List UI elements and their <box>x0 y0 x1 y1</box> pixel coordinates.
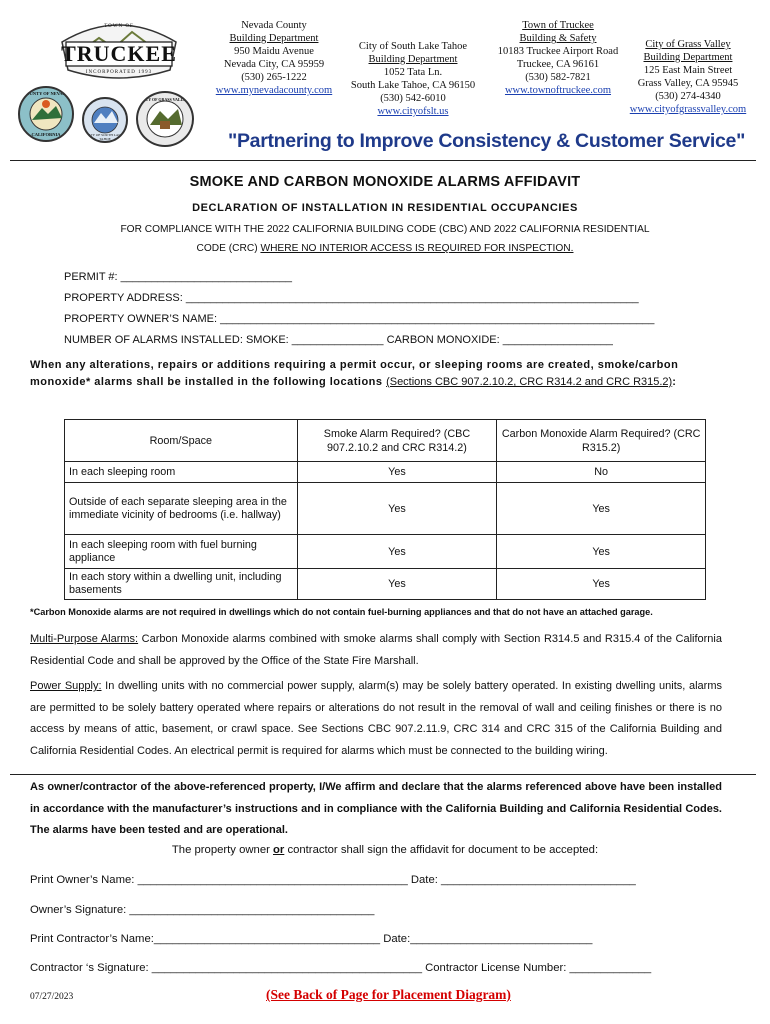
compliance-line-2-underlined: WHERE NO INTERIOR ACCESS IS REQUIRED FOR INSPECTION. <box>260 243 574 254</box>
requirement-text: When any alterations, repairs or additions requiring a permit occur, or sleeping rooms are created, smoke/carbon monoxide* alarms shall be installed in the following locations <box>30 359 679 388</box>
agency-grass-valley <box>628 38 748 116</box>
sign-instruction-after: contractor shall sign the affidavit for document to be accepted: <box>284 844 599 856</box>
table-header-room-space: Room/Space <box>65 420 298 462</box>
table-row <box>65 569 706 600</box>
table-header-co-alarm: Carbon Monoxide Alarm Required? (CRC R315.2) <box>497 420 706 462</box>
agency-department: Building Department <box>643 52 733 63</box>
room-space-cell: In each story within a dwelling unit, including basements <box>65 569 298 600</box>
agency-city: Grass Valley, CA 95945 <box>637 78 739 89</box>
sign-instruction-or: or <box>273 844 285 856</box>
sign-instruction-before: The property owner <box>171 844 273 856</box>
power-supply-paragraph <box>30 676 722 762</box>
smoke-required-cell: Yes <box>297 569 497 600</box>
affirmation-statement: As owner/contractor of the above-referenced property, I/We affirm and declare that the alarms referenced above have been installed in accordance with the manufacturer’s instructions and in compliance with the California Building and California Residential Codes. The alarms have been tested and are operational. <box>30 781 722 836</box>
grass-valley-seal <box>136 91 194 147</box>
co-required-cell: Yes <box>497 569 706 600</box>
room-space-cell: Outside of each separate sleeping area in the immediate vicinity of bedrooms (i.e. hallway) <box>65 483 298 535</box>
owner-signature-field[interactable]: Owner’s Signature: _______________________________________ <box>30 904 375 916</box>
agency-street: 950 Maidu Avenue <box>234 46 314 57</box>
agency-department: Building & Safety <box>519 33 597 44</box>
room-space-cell: In each sleeping room with fuel burning appliance <box>65 535 298 569</box>
agency-name: City of Grass Valley <box>645 39 731 50</box>
signature-instruction <box>0 844 770 856</box>
agency-phone: (530) 265-1222 <box>241 72 307 83</box>
affirmation-divider <box>10 774 756 775</box>
co-alarm-footnote: *Carbon Monoxide alarms are not required in dwellings which do not contain fuel-burning appliances and that do not have an attached garage. <box>30 607 653 617</box>
smoke-required-cell: Yes <box>297 535 497 569</box>
multi-purpose-text: Carbon Monoxide alarms combined with smoke alarms shall comply with Section R314.5 and R315.4 of the California Residential Code and shall be approved by the Office of the State Fire Marshall. <box>30 633 722 667</box>
owner-name-date-field[interactable]: Print Owner’s Name: ___________________________________________ Date: _______________________________ <box>30 874 636 886</box>
revision-date: 07/27/2023 <box>30 992 74 1002</box>
agency-street: 125 East Main Street <box>643 65 733 76</box>
truckee-logo-top-text: TOWN OF <box>104 24 134 29</box>
table-row <box>65 483 706 535</box>
agency-website-link[interactable]: www.mynevadacounty.com <box>215 85 333 96</box>
agency-phone: (530) 582-7821 <box>525 72 591 83</box>
nevada-county-seal-top-text: COUNTY OF NEVADA <box>22 91 70 96</box>
agency-street: 1052 Tata Ln. <box>383 67 443 78</box>
table-row <box>65 535 706 569</box>
code-sections-reference: (Sections CBC 907.2.10.2, CRC R314.2 and CRC R315.2) <box>386 376 673 388</box>
table-header-row <box>65 420 706 462</box>
co-required-cell: No <box>497 462 706 483</box>
agency-city: Truckee, CA 96161 <box>516 59 600 70</box>
compliance-line-2-prefix: CODE (CRC) <box>196 243 261 254</box>
multi-purpose-alarms-paragraph <box>30 629 722 672</box>
truckee-logo-word: TRUCKEE <box>61 41 177 66</box>
south-lake-tahoe-seal-text: CITY OF SOUTH LAKE TAHOE <box>86 133 124 141</box>
nevada-county-seal-bottom-text: CALIFORNIA <box>31 132 61 137</box>
permit-number-field[interactable]: PERMIT #: ____________________________ <box>64 271 292 283</box>
agency-website-link[interactable]: www.townoftruckee.com <box>504 85 612 96</box>
agency-city: South Lake Tahoe, CA 96150 <box>350 80 476 91</box>
contractor-signature-license-field[interactable]: Contractor ‘s Signature: ___________________________________________ Contractor License Number: _____________ <box>30 962 652 974</box>
back-page-notice: (See Back of Page for Placement Diagram) <box>266 987 511 1002</box>
header-divider <box>10 160 756 161</box>
agency-name: Town of Truckee <box>522 20 594 31</box>
property-owner-name-field[interactable]: PROPERTY OWNER’S NAME: _______________________________________________________________________ <box>64 313 655 325</box>
alarm-location-table <box>64 419 706 600</box>
contractor-name-date-field[interactable]: Print Contractor’s Name:____________________________________ Date:_____________________________ <box>30 933 593 945</box>
agency-nevada-county <box>208 19 340 97</box>
south-lake-tahoe-seal <box>82 97 128 143</box>
agency-name: Nevada County <box>241 20 307 31</box>
page-subtitle: DECLARATION OF INSTALLATION IN RESIDENTIAL OCCUPANCIES <box>192 202 578 214</box>
agency-street: 10183 Truckee Airport Road <box>497 46 619 57</box>
agency-truckee <box>488 19 628 97</box>
grass-valley-seal-text: CITY OF GRASS VALLEY <box>141 97 189 102</box>
co-required-cell: Yes <box>497 483 706 535</box>
compliance-line-2 <box>100 239 670 258</box>
agency-name: City of South Lake Tahoe <box>358 41 468 52</box>
agency-department: Building Department <box>368 54 458 65</box>
page-title: SMOKE AND CARBON MONOXIDE ALARMS AFFIDAVIT <box>189 174 581 190</box>
truckee-logo <box>44 12 194 82</box>
multi-purpose-heading: Multi-Purpose Alarms: <box>30 633 139 645</box>
agency-website-link[interactable]: www.cityofslt.us <box>377 106 449 117</box>
power-supply-text: In dwelling units with no commercial power supply, alarm(s) may be solely battery operated. In existing dwelling units, alarms are permitted to be solely battery operated where repairs or alterations do not result in the removal of wall and ceiling finishes or there is no access by means of attic, basement, or crawl space. See Sections CBC 907.2.11.9, CRC 314 and CRC 315 of the California Building and California Residential Codes. An electrical permit is required for alarms which must be connected to the building wiring. <box>30 680 722 757</box>
agency-phone: (530) 542-6010 <box>380 93 446 104</box>
room-space-cell: In each sleeping room <box>65 462 298 483</box>
smoke-required-cell: Yes <box>297 483 497 535</box>
compliance-line-1: FOR COMPLIANCE WITH THE 2022 CALIFORNIA BUILDING CODE (CBC) AND 2022 CALIFORNIA RESIDENTIAL <box>120 224 650 235</box>
nevada-county-seal <box>18 86 74 142</box>
compliance-statement <box>100 220 670 258</box>
requirement-end: : <box>672 376 677 388</box>
partnership-banner: "Partnering to Improve Consistency & Customer Service" <box>228 130 746 152</box>
agency-phone: (530) 274-4340 <box>655 91 721 102</box>
property-address-field[interactable]: PROPERTY ADDRESS: __________________________________________________________________________ <box>64 292 639 304</box>
agency-website-link[interactable]: www.cityofgrassvalley.com <box>629 104 747 115</box>
alarms-installed-field[interactable]: NUMBER OF ALARMS INSTALLED: SMOKE: _______________ CARBON MONOXIDE: __________________ <box>64 334 613 346</box>
truckee-logo-bottom-text: INCORPORATED 1993 <box>85 70 153 75</box>
agency-south-lake-tahoe <box>342 40 484 118</box>
power-supply-heading: Power Supply: <box>30 680 102 692</box>
table-row <box>65 462 706 483</box>
agency-department: Building Department <box>229 33 319 44</box>
agency-city: Nevada City, CA 95959 <box>223 59 325 70</box>
installation-requirement-text <box>30 357 722 391</box>
smoke-required-cell: Yes <box>297 462 497 483</box>
co-required-cell: Yes <box>497 535 706 569</box>
table-header-smoke-alarm: Smoke Alarm Required? (CBC 907.2.10.2 and CRC R314.2) <box>297 420 497 462</box>
